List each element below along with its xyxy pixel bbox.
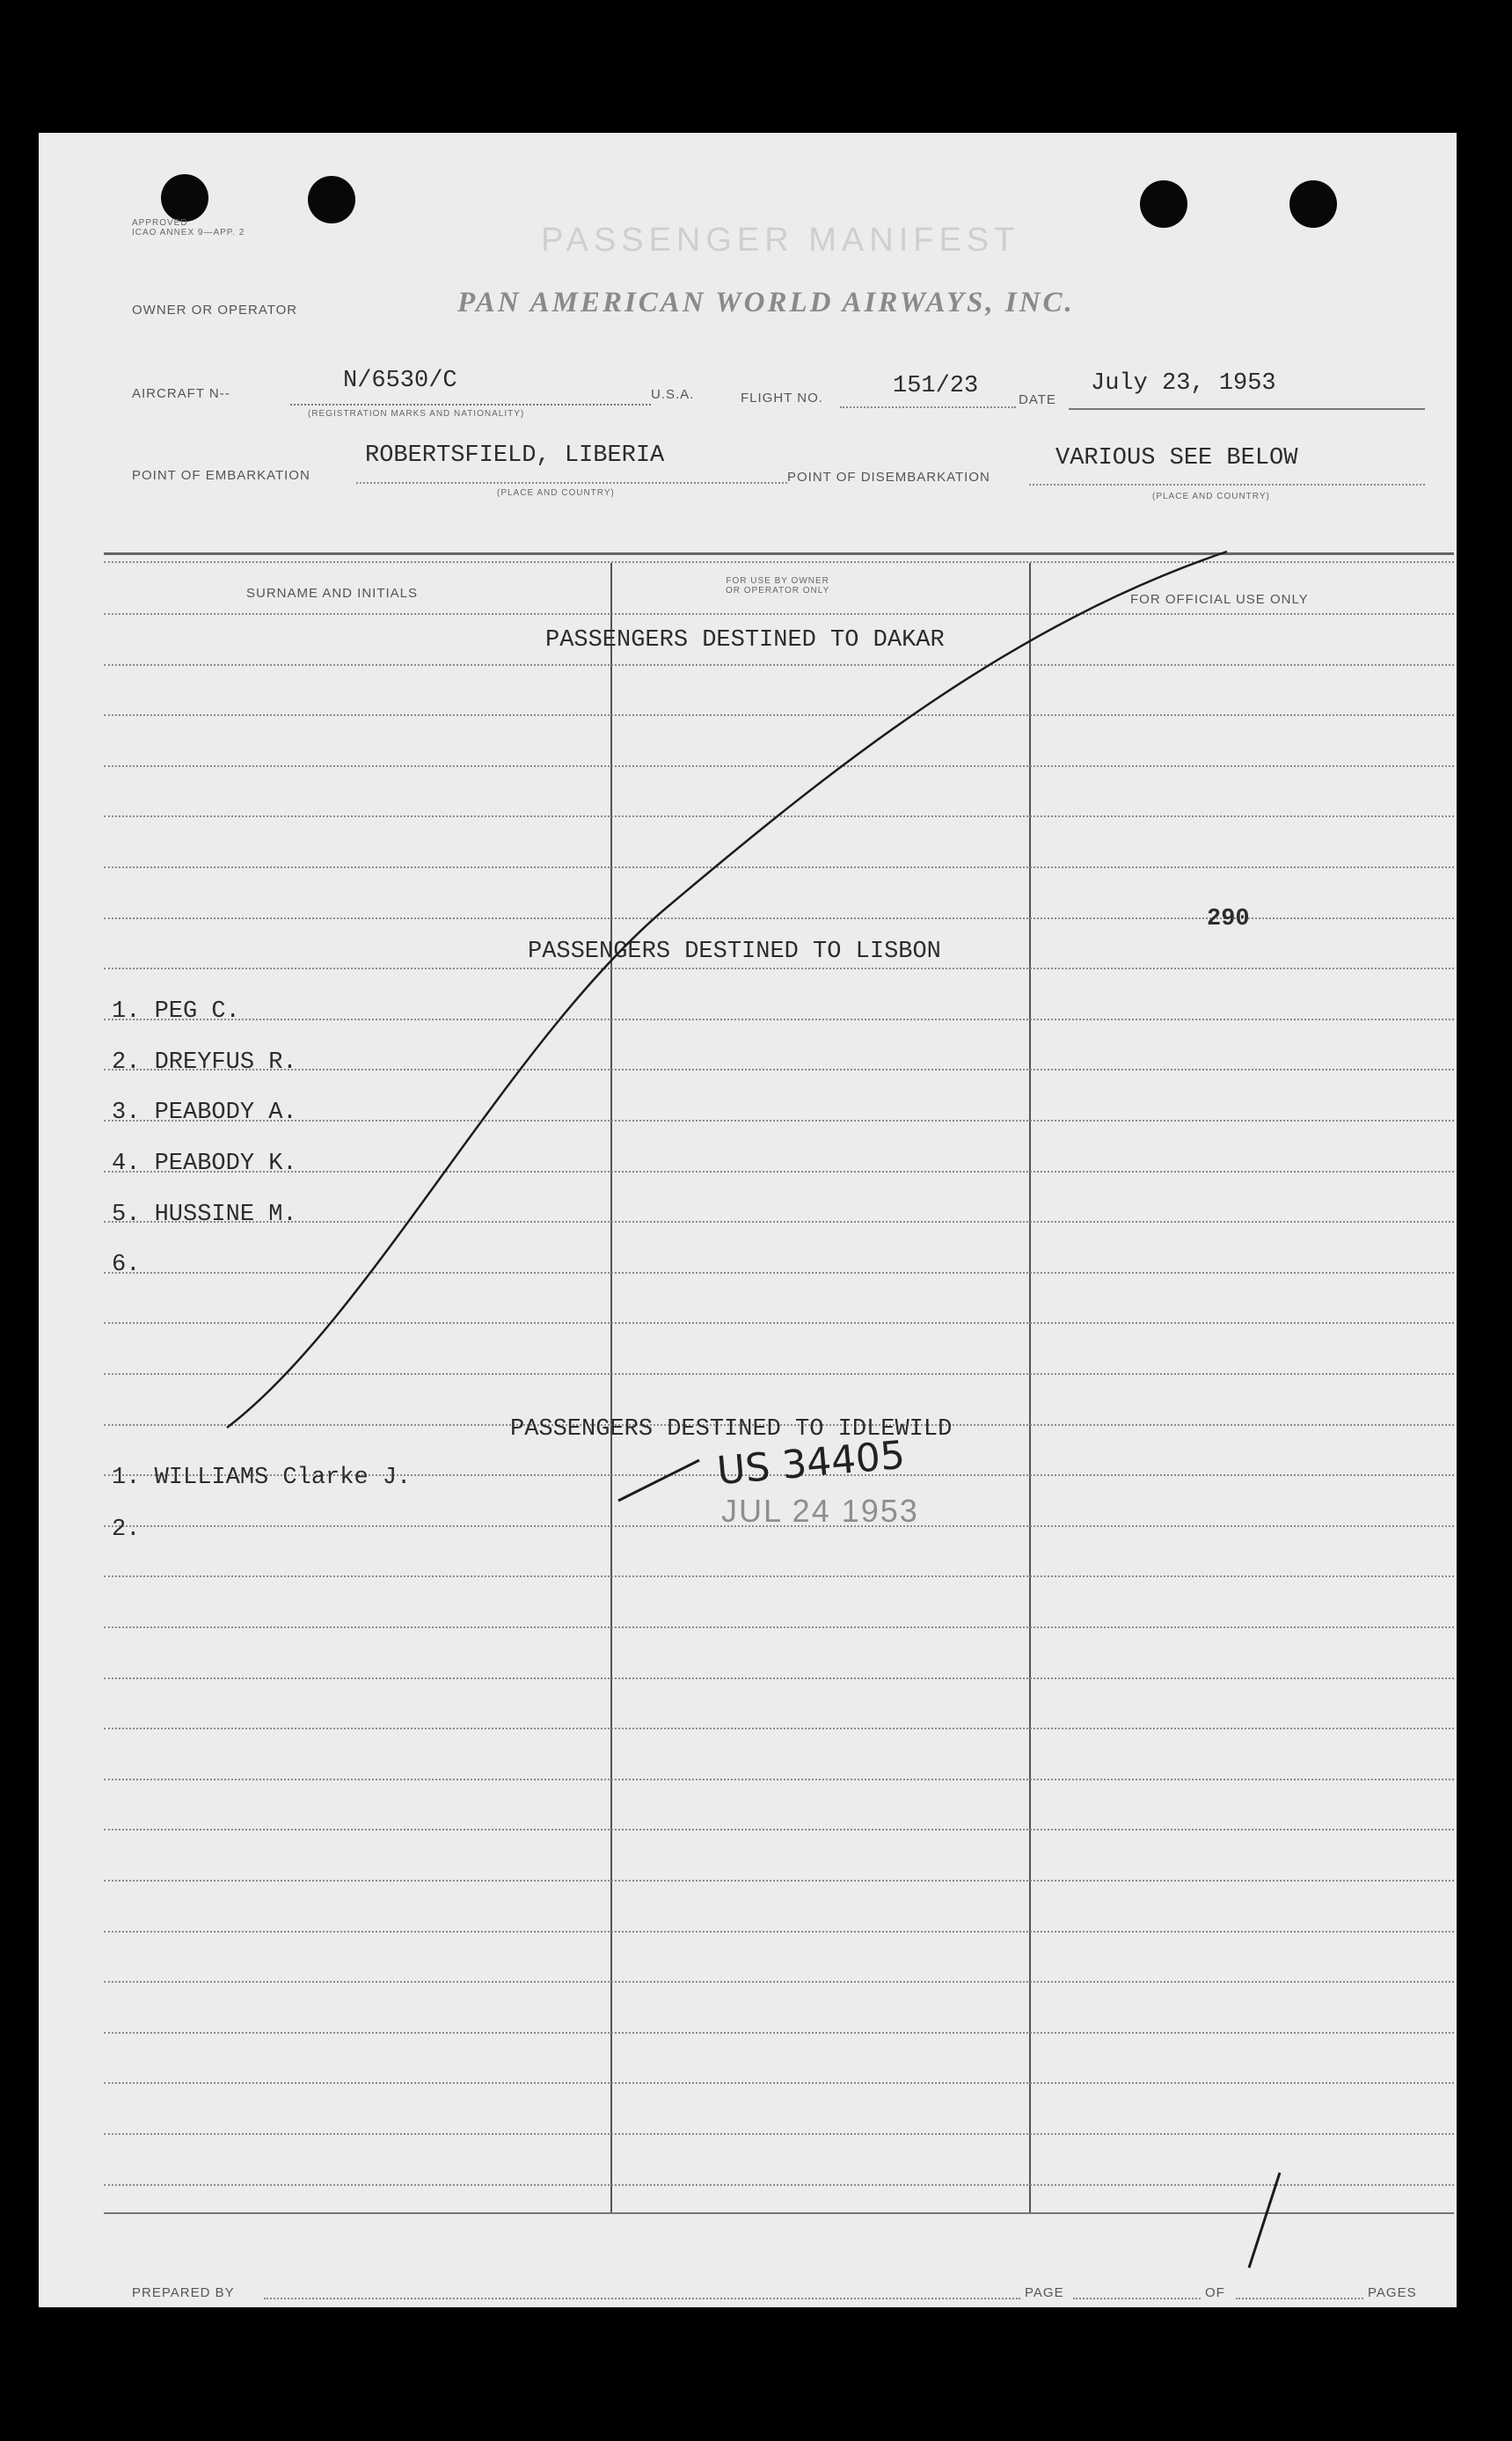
embark-sub: (PLACE AND COUNTRY) <box>497 488 615 498</box>
list-item: 2. DREYFUS R. <box>112 1049 297 1076</box>
flight-label: FLIGHT NO. <box>741 391 823 406</box>
date-value: July 23, 1953 <box>1091 370 1276 397</box>
col-owner-use: FOR USE BY OWNER OR OPERATOR ONLY <box>726 576 830 596</box>
handwritten-note: US 34405 <box>715 1432 907 1495</box>
embark-label: POINT OF EMBARKATION <box>132 468 310 483</box>
disembark-sub: (PLACE AND COUNTRY) <box>1152 492 1270 501</box>
flight-number: 151/23 <box>893 373 979 399</box>
aircraft-sub: (REGISTRATION MARKS AND NATIONALITY) <box>308 409 525 419</box>
country-label: U.S.A. <box>651 387 695 402</box>
page-label: PAGE <box>1025 2285 1064 2300</box>
aircraft-value: N/6530/C <box>343 368 457 394</box>
prepared-by-label: PREPARED BY <box>132 2285 235 2300</box>
list-item: 1. PEG C. <box>112 998 240 1025</box>
list-item: 3. PEABODY A. <box>112 1100 297 1126</box>
date-label: DATE <box>1019 392 1056 407</box>
page-title: PASSENGER MANIFEST <box>541 222 1020 259</box>
list-item: 2. <box>112 1516 141 1543</box>
of-label: OF <box>1205 2285 1225 2300</box>
list-item: 6. <box>112 1252 141 1278</box>
official-number: 290 <box>1207 906 1250 932</box>
disembark-value: VARIOUS SEE BELOW <box>1055 445 1298 471</box>
pages-label: PAGES <box>1368 2285 1417 2300</box>
date-stamp: JUL 24 1953 <box>721 1493 919 1529</box>
list-item: 4. PEABODY K. <box>112 1151 297 1177</box>
col-surname: SURNAME AND INITIALS <box>246 586 419 601</box>
list-item: 1. WILLIAMS Clarke J. <box>112 1465 412 1491</box>
col-official: FOR OFFICIAL USE ONLY <box>1130 592 1309 607</box>
aircraft-label: AIRCRAFT N-- <box>132 386 230 401</box>
section-dakar: PASSENGERS DESTINED TO DAKAR <box>545 627 945 654</box>
owner-label: OWNER OR OPERATOR <box>132 303 298 318</box>
embark-value: ROBERTSFIELD, LIBERIA <box>365 442 665 469</box>
section-lisbon: PASSENGERS DESTINED TO LISBON <box>528 939 941 965</box>
section-idlewild: PASSENGERS DESTINED TO IDLEWILD <box>510 1416 953 1443</box>
list-item: 5. HUSSINE M. <box>112 1202 297 1228</box>
disembark-label: POINT OF DISEMBARKATION <box>787 470 990 485</box>
form-reference: APPROVED ICAO ANNEX 9—APP. 2 <box>132 218 245 238</box>
airline-name: PAN AMERICAN WORLD AIRWAYS, INC. <box>457 287 1075 318</box>
